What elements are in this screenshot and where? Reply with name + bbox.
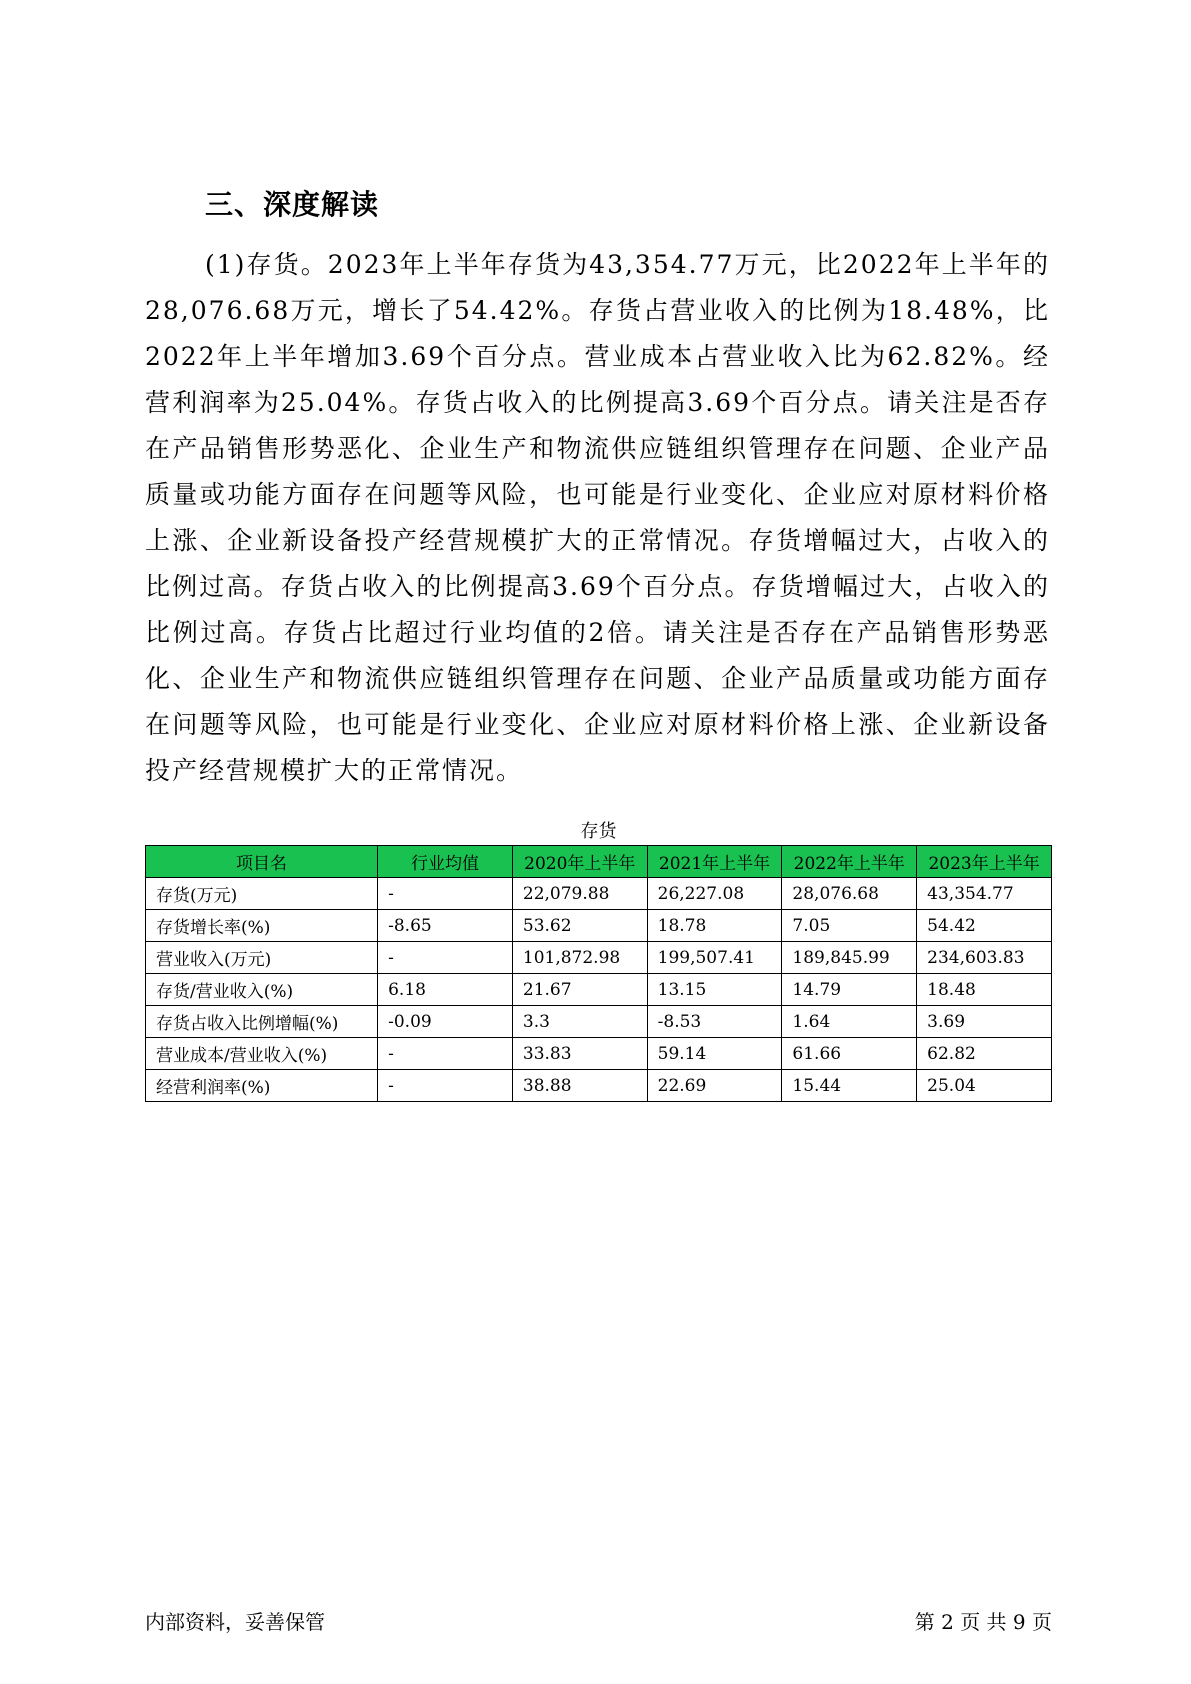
table-cell: 3.69 (917, 1006, 1052, 1038)
table-cell: 61.66 (782, 1038, 917, 1070)
table-cell: 62.82 (917, 1038, 1052, 1070)
footer-page-number: 第 2 页 共 9 页 (914, 1610, 1052, 1634)
table-row (146, 1038, 1052, 1070)
table-cell: 营业收入(万元) (146, 942, 378, 974)
table-cell: 26,227.08 (647, 878, 782, 910)
table-cell: 22,079.88 (512, 878, 647, 910)
body-paragraph: (1)存货。2023年上半年存货为43,354.77万元，比2022年上半年的28,076.68万元，增长了54.42%。存货占营业收入的比例为18.48%，比2022年上半年增加3.69个百分点。营业成本占营业收入比为62.82%。经营利润率为25.04%。存货占收入的比例提高3.69个百分点。请关注是否存在产品销售形势恶化、企业生产和物流供应链组织管理存在问题、企业产品质量或功能方面存在问题等风险，也可能是行业变化、企业应对原材料价格上涨、企业新设备投产经营规模扩大的正常情况。存货增幅过大，占收入的比例过高。存货占收入的比例提高3.69个百分点。存货增幅过大，占收入的比例过高。存货占比超过行业均值的2倍。请关注是否存在产品销售形势恶化、企业生产和物流供应链组织管理存在问题、企业产品质量或功能方面存在问题等风险，也可能是行业变化、企业应对原材料价格上涨、企业新设备投产经营规模扩大的正常情况。 (145, 250, 1050, 785)
table-cell: 经营利润率(%) (146, 1070, 378, 1102)
table-cell: - (378, 942, 513, 974)
table-row (146, 910, 1052, 942)
table-cell: 53.62 (512, 910, 647, 942)
section-title: 三、深度解读 (205, 188, 380, 221)
header-2021-h1: 2021年上半年 (647, 846, 782, 878)
table-caption: 存货 (580, 821, 617, 842)
table-cell: 189,845.99 (782, 942, 917, 974)
table-cell: 7.05 (782, 910, 917, 942)
table-cell: 21.67 (512, 974, 647, 1006)
table-cell: 101,872.98 (512, 942, 647, 974)
table-cell: 25.04 (917, 1070, 1052, 1102)
table-cell: 存货/营业收入(%) (146, 974, 378, 1006)
table-row (146, 974, 1052, 1006)
table-cell: 存货增长率(%) (146, 910, 378, 942)
table-cell: 存货(万元) (146, 878, 378, 910)
table-cell: 199,507.41 (647, 942, 782, 974)
table-cell: 234,603.83 (917, 942, 1052, 974)
table-cell: 15.44 (782, 1070, 917, 1102)
header-2022-h1: 2022年上半年 (782, 846, 917, 878)
header-industry-average: 行业均值 (378, 846, 513, 878)
table-cell: 1.64 (782, 1006, 917, 1038)
table-row (146, 942, 1052, 974)
table-cell: - (378, 1070, 513, 1102)
table-header-row (146, 846, 1052, 878)
table-cell: 营业成本/营业收入(%) (146, 1038, 378, 1070)
table-cell: 存货占收入比例增幅(%) (146, 1006, 378, 1038)
header-item-name: 项目名 (146, 846, 378, 878)
footer-confidential-note: 内部资料，妥善保管 (145, 1610, 325, 1634)
table-cell: -8.53 (647, 1006, 782, 1038)
table-cell: -0.09 (378, 1006, 513, 1038)
table-cell: - (378, 1038, 513, 1070)
table-cell: - (378, 878, 513, 910)
table-cell: 6.18 (378, 974, 513, 1006)
table-cell: 33.83 (512, 1038, 647, 1070)
table-cell: 54.42 (917, 910, 1052, 942)
table-cell: 14.79 (782, 974, 917, 1006)
table-row (146, 1006, 1052, 1038)
table-cell: 38.88 (512, 1070, 647, 1102)
inventory-table (145, 845, 1052, 1102)
header-2020-h1: 2020年上半年 (512, 846, 647, 878)
header-2023-h1: 2023年上半年 (917, 846, 1052, 878)
table-cell: 18.78 (647, 910, 782, 942)
table-cell: 59.14 (647, 1038, 782, 1070)
table-cell: -8.65 (378, 910, 513, 942)
body-paragraph-container (145, 242, 1050, 794)
table-cell: 3.3 (512, 1006, 647, 1038)
table-cell: 28,076.68 (782, 878, 917, 910)
table-cell: 22.69 (647, 1070, 782, 1102)
table-row (146, 878, 1052, 910)
table-cell: 13.15 (647, 974, 782, 1006)
table-row (146, 1070, 1052, 1102)
table-cell: 18.48 (917, 974, 1052, 1006)
table-cell: 43,354.77 (917, 878, 1052, 910)
